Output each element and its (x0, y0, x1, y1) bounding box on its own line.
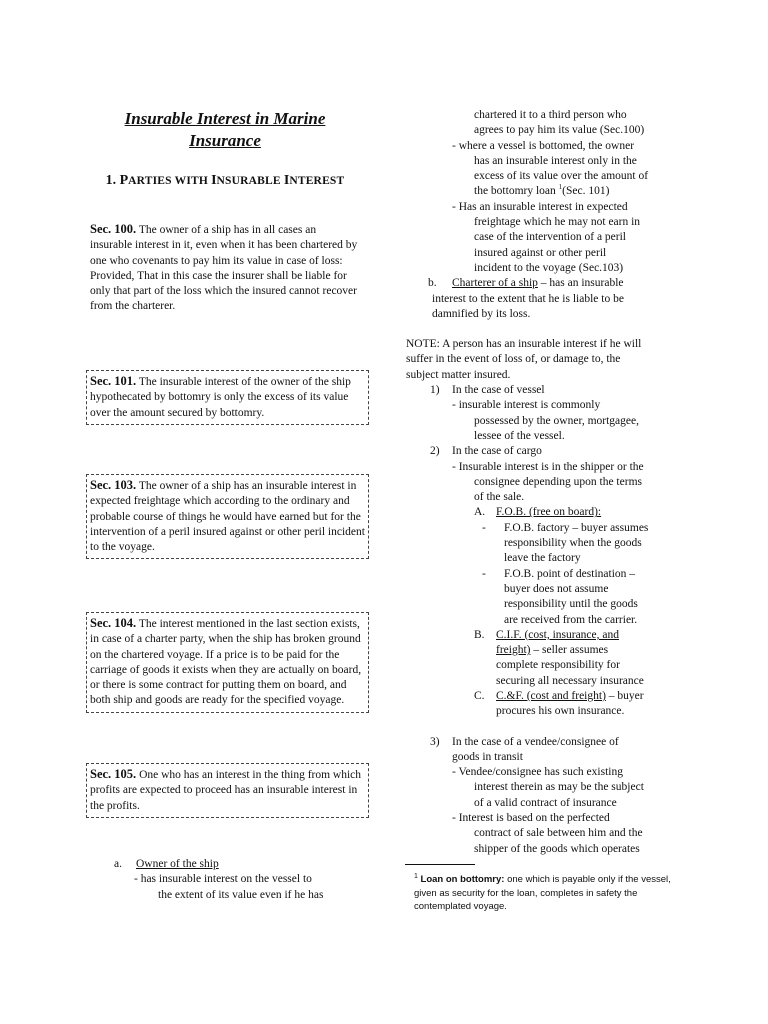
section-105-text: One who has an interest in the thing from which profits are expected to proceed has an insurable interest in the profits. (90, 769, 362, 812)
section-101-box (86, 370, 369, 425)
footnote-divider (405, 864, 475, 865)
section-100-text: The owner of a ship has in all cases an insurable interest in it, even when it has been chartered by one who covenants to pay him its value in case of loss: Provided, That in this case the insurer shall be liable for only that part of the loss which the insured cannot recover from the charterer. (90, 224, 358, 313)
section-heading: 1. PARTIES WITH INSURABLE INTEREST (105, 173, 345, 188)
note: NOTE: A person has an insurable interest if he will (406, 338, 642, 351)
sub-item-cif: B. C.I.F. (cost, insurance, and (474, 628, 619, 641)
section-100-label: Sec. 100. (90, 222, 137, 236)
item-a: a. Owner of the ship - has insurable interest on the vessel to the extent of its value even if he has (114, 858, 324, 901)
section-104-box (86, 612, 369, 713)
section-104-text: The interest mentioned in the last section exists, in case of a charter party, when the ship has broken ground on the chartered voyage. If a price is to be paid for the carriage of goods it exists when they are actually on board, or there is some contract for putting them on board, and both ship and goods are ready for the specified voyage. (90, 618, 362, 707)
title-line-1: Insurable Interest in Marine (124, 109, 326, 128)
document-title (100, 108, 350, 152)
sub-item-fob: A. F.O.B. (free on board): (474, 506, 602, 519)
footnote: $^1$ Loan on bottomry: one which is payable only if the vessel, given as security for the loan, completes in safety the contemplated voyage. (414, 872, 671, 912)
section-103-label: Sec. 103. (90, 478, 137, 492)
sub-item-cf: C. C.&F. (cost and freight) – buyer (474, 689, 644, 702)
section-105-box (86, 763, 369, 818)
section-103-box (86, 474, 369, 559)
footnote-text: one which is payable only if the vessel, given as security for the loan, completes in safety the contemplated voyage. (414, 874, 671, 912)
item-b: b. Charterer of a ship – has an insurable (428, 277, 624, 290)
item-b-label: Charterer of a ship (452, 277, 538, 290)
footnote-label: Loan on bottomry: (420, 874, 505, 885)
section-101-text: The insurable interest of the owner of the ship hypothecated by bottomry is only the excess of its value over the amount secured by bottomry. (90, 376, 351, 419)
section-101-label: Sec. 101. (90, 374, 137, 388)
item-a-label: Owner of the ship (136, 858, 219, 870)
section-104-label: Sec. 104. (90, 616, 137, 630)
title-line-2: Insurance (189, 131, 261, 150)
section-105-label: Sec. 105. (90, 767, 137, 781)
right-column: chartered it to a third person who agrees to pay him its value (Sec.100) - where a vessel is bottomed, the owner has an insurable interest only in the excess of its value over the amount of the bottomry loan $^1$(Sec. 101) - Has an insurable interest in expected freightage which he may not earn in case of the intervention of a peril insured against or other peril incident to the voyage (Sec.103) b. Charterer of a ship – has an insurable interest to the extent that he is liable to be damnified by its loss. NOTE: A person has an insurable interest if he will suffer in the event of loss of, or damage to, the subject matter insured. 1) In the case of vessel - insurable interest is commonly possessed by the owner, mortgagee, lessee of the vessel. 2) In the case of cargo - Insurable interest is in the shipper or the consignee depending upon the terms of the sale. A. F.O.B. (free on board): - F.O.B. factory – buyer assumes responsibility when the goods leave the factory - F.O.B. point of destination – buyer does not assume responsibility until the goods are received from the carrier. B. C.I.F. (cost, insurance, and freight) – seller assumes complete responsibility for securing all necessary insurance C. C.&F. (cost and freight) – buyer procures his own insurance. 3) In the case of a vendee/consignee of goods in transit - Vendee/consignee has such existing interest therein as may be the subject of a valid contract of insurance - Interest is based on the perfected contract of sale between him and the shipper of the goods which operates (406, 108, 706, 857)
section-103-text: The owner of a ship has an insurable interest in expected freightage which according to the ordinary and probable course of things he would have earned but for the intervention of a peril insured against or other peril incident to the voyage. (90, 480, 365, 554)
section-100 (90, 222, 358, 315)
list-item-vessel: 1) In the case of vessel (430, 384, 545, 397)
list-item-vendee: 3) In the case of a vendee/consignee of (430, 735, 619, 748)
list-item-cargo: 2) In the case of cargo (430, 445, 542, 458)
